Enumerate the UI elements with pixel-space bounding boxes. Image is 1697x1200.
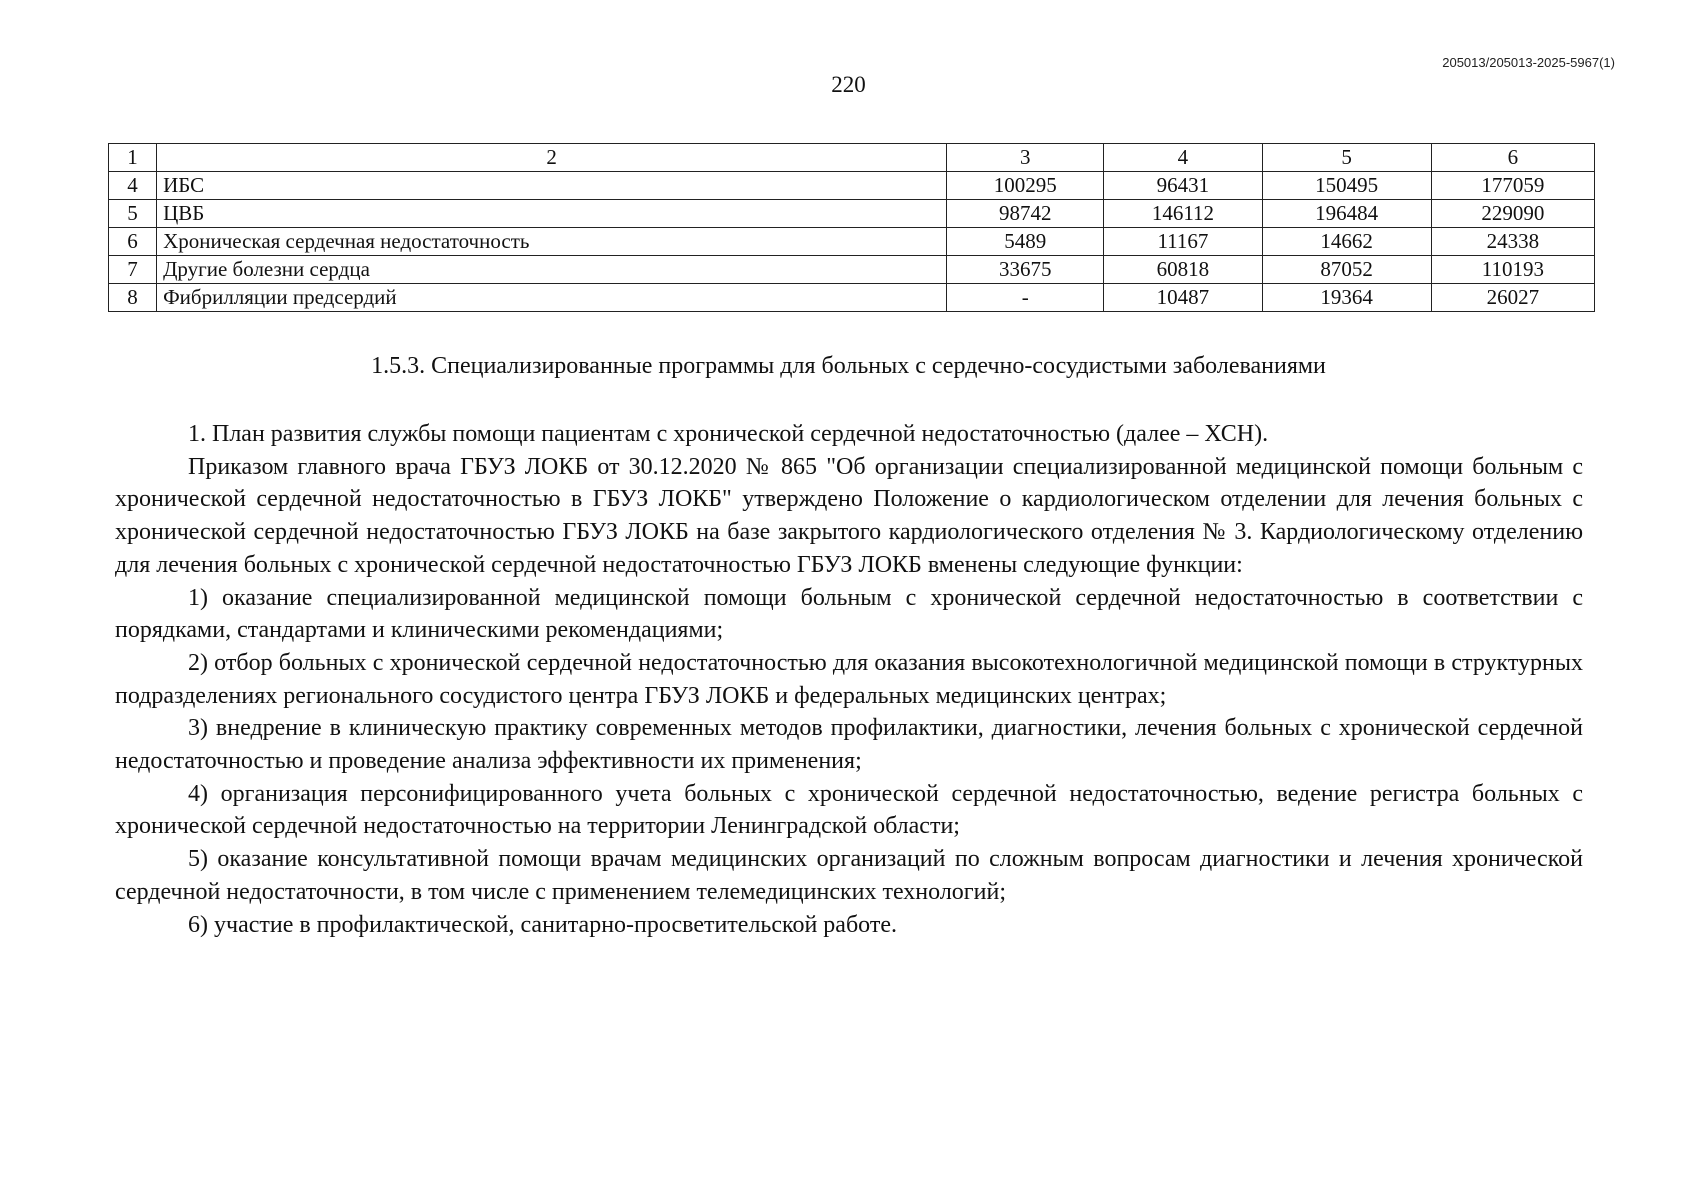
value-cell: 5489 <box>947 228 1104 256</box>
value-cell: 110193 <box>1431 256 1594 284</box>
section-body <box>115 418 1583 941</box>
row-number-cell: 6 <box>109 228 157 256</box>
row-name-cell: ЦВБ <box>157 200 947 228</box>
row-number-cell: 4 <box>109 172 157 200</box>
row-name-cell: ИБС <box>157 172 947 200</box>
row-name-cell: Другие болезни сердца <box>157 256 947 284</box>
list-item: 4) организация персонифицированного учета больных с хронической сердечной недостаточностью, ведение регистра больных с хронической сердечной недостаточностью на территории Ленинградской области; <box>115 780 1583 840</box>
row-name-cell: Фибрилляции предсердий <box>157 284 947 312</box>
column-number-cell: 3 <box>947 144 1104 172</box>
value-cell: 60818 <box>1104 256 1262 284</box>
row-name-cell: Хроническая сердечная недостаточность <box>157 228 947 256</box>
value-cell: 19364 <box>1262 284 1431 312</box>
value-cell: 11167 <box>1104 228 1262 256</box>
table-row <box>109 228 1595 256</box>
value-cell: 24338 <box>1431 228 1594 256</box>
table-row <box>109 256 1595 284</box>
value-cell: - <box>947 284 1104 312</box>
value-cell: 177059 <box>1431 172 1594 200</box>
value-cell: 14662 <box>1262 228 1431 256</box>
column-number-cell: 2 <box>157 144 947 172</box>
value-cell: 146112 <box>1104 200 1262 228</box>
paragraph: Приказом главного врача ГБУЗ ЛОКБ от 30.12.2020 № 865 "Об организации специализированной медицинской помощи больным с хронической сердечной недостаточностью в ГБУЗ ЛОКБ" утверждено Положение о кардиологическом отделении для лечения больных с хронической сердечной недостаточностью ГБУЗ ЛОКБ на базе закрытого кардиологического отделения № 3. Кардиологическому отделению для лечения больных с хронической сердечной недостаточностью ГБУЗ ЛОКБ вменены следующие функции: <box>115 453 1583 578</box>
table-row <box>109 172 1595 200</box>
list-item: 3) внедрение в клиническую практику современных методов профилактики, диагностики, лечения больных с хронической сердечной недостаточностью и проведение анализа эффективности их применения; <box>115 715 1583 775</box>
row-number-cell: 5 <box>109 200 157 228</box>
value-cell: 196484 <box>1262 200 1431 228</box>
value-cell: 10487 <box>1104 284 1262 312</box>
list-item: 6) участие в профилактической, санитарно-просветительской работе. <box>188 911 897 938</box>
value-cell: 26027 <box>1431 284 1594 312</box>
value-cell: 229090 <box>1431 200 1594 228</box>
value-cell: 96431 <box>1104 172 1262 200</box>
value-cell: 100295 <box>947 172 1104 200</box>
page-number: 220 <box>831 72 866 97</box>
table-header-row <box>109 144 1595 172</box>
column-number-cell: 5 <box>1262 144 1431 172</box>
list-item: 1) оказание специализированной медицинской помощи больным с хронической сердечной недостаточностью в соответствии с порядками, стандартами и клиническими рекомендациями; <box>115 584 1583 644</box>
table-row <box>109 200 1595 228</box>
list-item: 5) оказание консультативной помощи врачам медицинских организаций по сложным вопросам диагностики и лечения хронической сердечной недостаточности, в том числе с применением телемедицинских технологий; <box>115 846 1583 905</box>
table-row <box>109 284 1595 312</box>
row-number-cell: 8 <box>109 284 157 312</box>
paragraph: 1. План развития службы помощи пациентам с хронической сердечной недостаточностью (далее – ХСН). <box>188 421 1269 447</box>
section-heading: 1.5.3. Специализированные программы для больных с сердечно-сосудистыми заболеваниями <box>371 353 1326 379</box>
value-cell: 33675 <box>947 256 1104 284</box>
statistics-table <box>108 143 1595 312</box>
value-cell: 87052 <box>1262 256 1431 284</box>
list-item: 2) отбор больных с хронической сердечной недостаточностью для оказания высокотехнологичной медицинской помощи в структурных подразделениях регионального сосудистого центра ГБУЗ ЛОКБ и федеральных медицинских центрах; <box>115 649 1583 709</box>
value-cell: 98742 <box>947 200 1104 228</box>
row-number-cell: 7 <box>109 256 157 284</box>
column-number-cell: 6 <box>1431 144 1594 172</box>
column-number-cell: 1 <box>109 144 157 172</box>
value-cell: 150495 <box>1262 172 1431 200</box>
document-id: 205013/205013-2025-5967(1) <box>1442 55 1615 70</box>
column-number-cell: 4 <box>1104 144 1262 172</box>
